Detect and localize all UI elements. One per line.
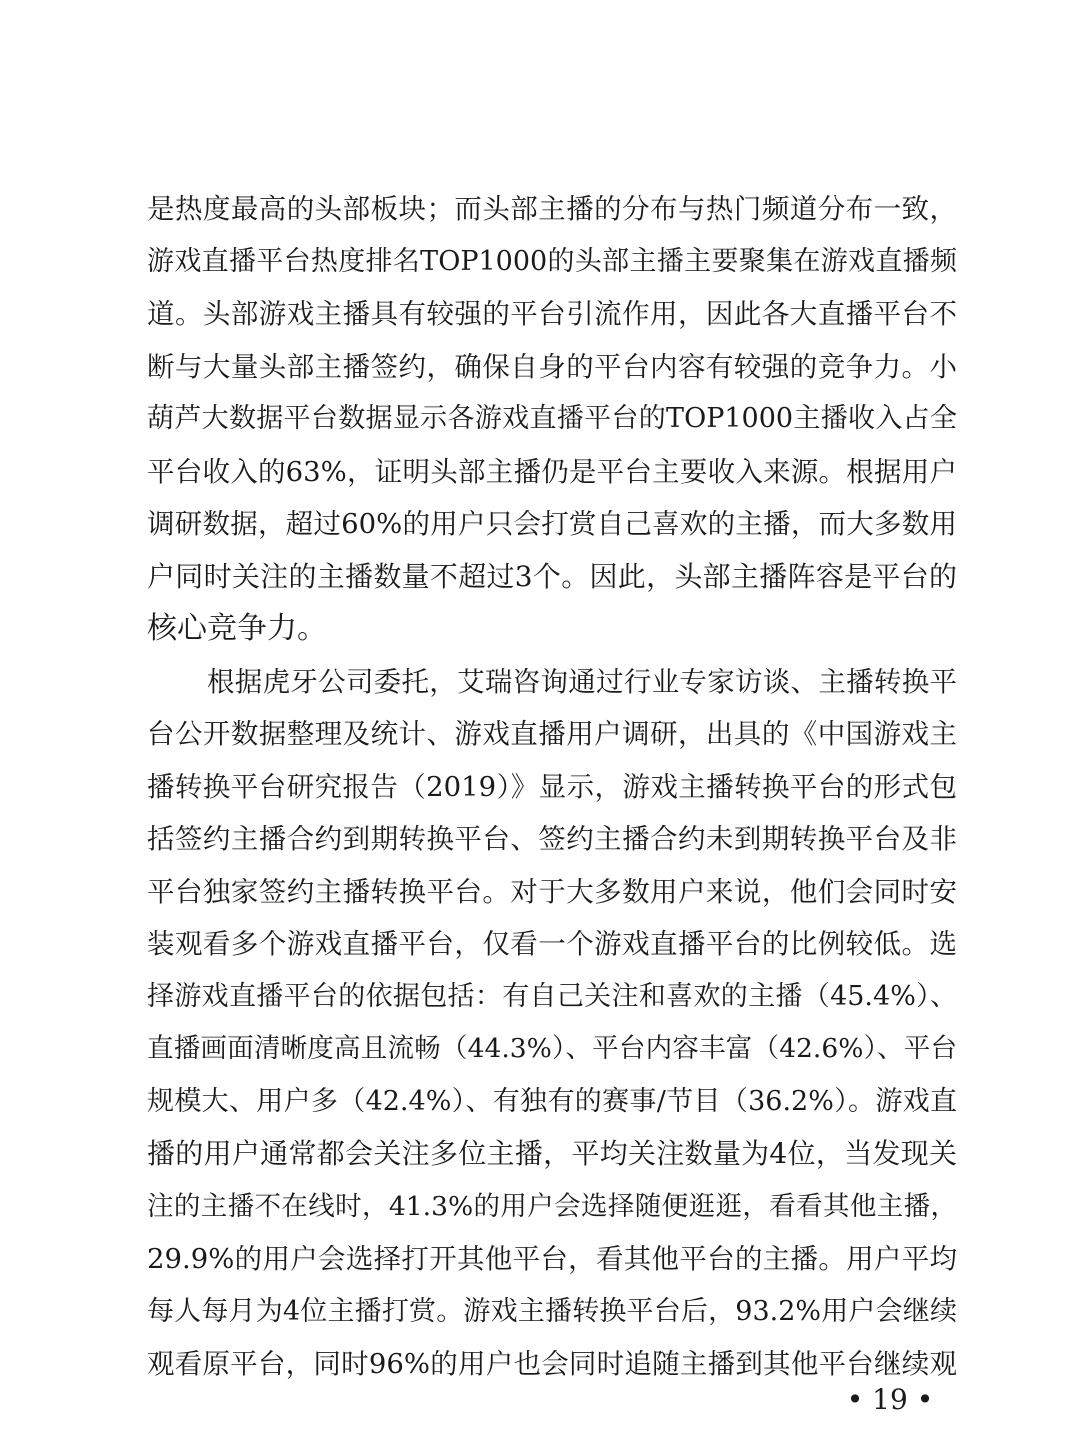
text-line: 播转换平台研究报告（2019）》显示，游戏主播转换平台的形式包 (147, 771, 957, 803)
page-number: • 19 • (846, 1383, 934, 1416)
text-line: 道。头部游戏主播具有较强的平台引流作用，因此各大直播平台不 (147, 298, 957, 330)
text-line: 游戏直播平台热度排名TOP1000的头部主播主要聚集在游戏直播频 (147, 246, 957, 277)
text-line: 择游戏直播平台的依据包括：有自己关注和喜欢的主播（45.4%）、 (147, 981, 957, 1012)
text-line: 播的用户通常都会关注多位主播，平均关注数量为4位，当发现关 (147, 1137, 957, 1170)
text-line: 台公开数据整理及统计、游戏直播用户调研，出具的《中国游戏主 (147, 718, 957, 750)
text-line: 是热度最高的头部板块；而头部主播的分布与热门频道分布一致， (147, 193, 957, 225)
text-line: 平台收入的63%，证明头部主播仍是平台主要收入来源。根据用户 (147, 456, 957, 488)
paragraph-first-line: 根据虎牙公司委托，艾瑞咨询通过行业专家访谈、主播转换平 (207, 666, 957, 698)
text-line: 断与大量头部主播签约，确保自身的平台内容有较强的竞争力。小 (147, 351, 957, 383)
text-line: 葫芦大数据平台数据显示各游戏直播平台的TOP1000主播收入占全 (147, 403, 957, 434)
text-line: 户同时关注的主播数量不超过3个。因此，头部主播阵容是平台的 (147, 560, 957, 593)
text-line: 直播画面清晰度高且流畅（44.3%）、平台内容丰富（42.6%）、平台 (147, 1033, 957, 1064)
text-line: 调研数据，超过60%的用户只会打赏自己喜欢的主播，而大多数用 (147, 508, 957, 540)
text-line: 每人每月为4位主播打赏。游戏主播转换平台后，93.2%用户会继续 (147, 1296, 957, 1327)
text-line: 核心竞争力。 (147, 611, 327, 646)
text-line: 装观看多个游戏直播平台，仅看一个游戏直播平台的比例较低。选 (147, 928, 957, 960)
text-line: 29.9%的用户会选择打开其他平台，看其他平台的主播。用户平均 (147, 1243, 957, 1275)
text-line: 平台独家签约主播转换平台。对于大多数用户来说，他们会同时安 (147, 876, 957, 908)
text-line: 括签约主播合约到期转换平台、签约主播合约未到期转换平台及非 (147, 823, 957, 855)
text-line: 规模大、用户多（42.4%）、有独有的赛事/节目（36.2%）。游戏直 (147, 1086, 957, 1117)
text-line: 观看原平台，同时96%的用户也会同时追随主播到其他平台继续观 (147, 1348, 957, 1380)
text-line: 注的主播不在线时，41.3%的用户会选择随便逛逛，看看其他主播， (147, 1191, 957, 1222)
